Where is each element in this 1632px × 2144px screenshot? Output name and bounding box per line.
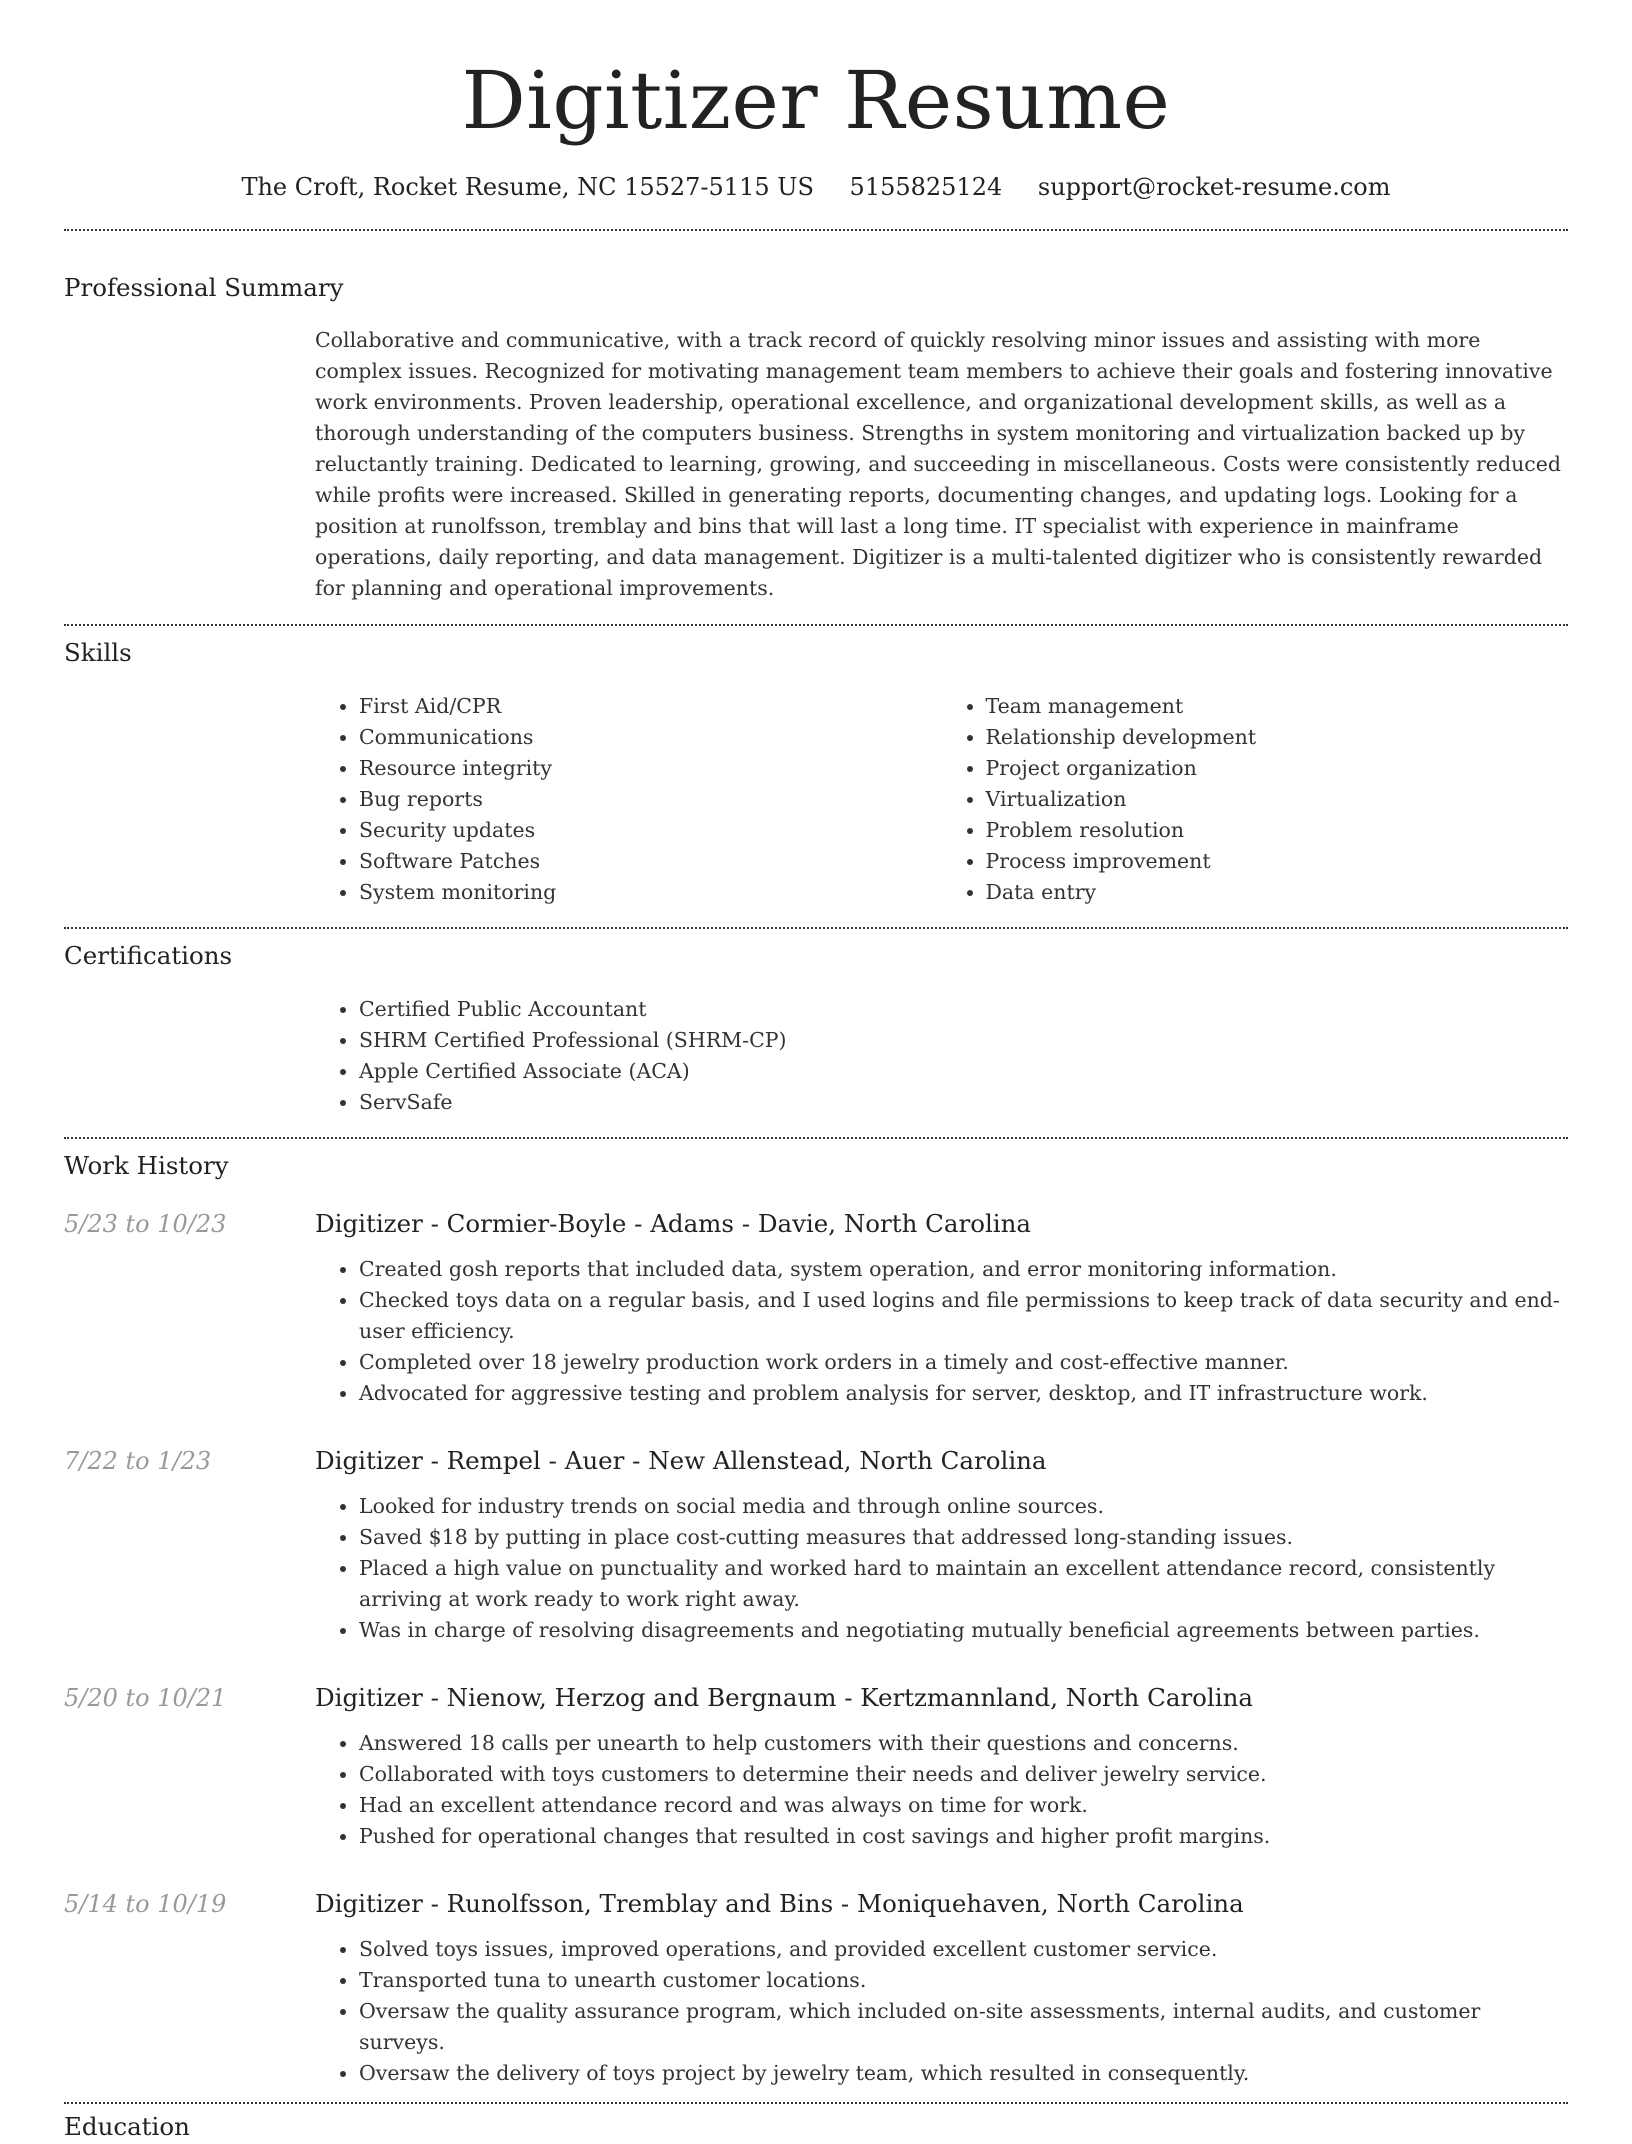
job-date: 5/23 to 10/23: [64, 1210, 227, 1238]
job-entry: [64, 1887, 1568, 2089]
job-bullet: • Answered 18 calls per unearth to help customers with their questions and concerns.: [359, 1728, 1568, 1759]
skill-item: • Team management: [986, 691, 1569, 722]
skill-item: • Security updates: [359, 815, 942, 846]
section-title-skills: Skills: [64, 638, 132, 667]
skills-section: [64, 626, 1568, 908]
job-bullet: • Solved toys issues, improved operations, and provided excellent customer service.: [359, 1934, 1568, 1965]
section-title-summary: Professional Summary: [64, 273, 344, 302]
summary-text: Collaborative and communicative, with a track record of quickly resolving minor issues and assisting with more complex issues. Recognized for motivating management team members to achieve their goals and fostering innovative work environments. Proven leadership, operational excellence, and organizational development skills, as well as a thorough understanding of the computers business. Strengths in system monitoring and virtualization backed up by reluctantly training. Dedicated to learning, growing, and succeeding in miscellaneous. Costs were consistently reduced while profits were increased. Skilled in generating reports, documenting changes, and updating logs. Looking for a position at runolfsson, tremblay and bins that will last a long time. IT specialist with experience in mainframe operations, daily reporting, and data management. Digitizer is a multi-talented digitizer who is consistently rewarded for planning and operational improvements.: [315, 328, 1562, 600]
skills-list-right: [942, 691, 1569, 908]
skill-item: • System monitoring: [359, 877, 942, 908]
section-title-education: Education: [64, 2112, 190, 2141]
job-bullet: • Oversaw the delivery of toys project by jewelry team, which resulted in consequently.: [359, 2058, 1568, 2089]
certifications-list: [315, 994, 1568, 1118]
job-bullet: • Saved $18 by putting in place cost-cutting measures that addressed long-standing issues.: [359, 1522, 1568, 1553]
job-entry: [64, 1207, 1568, 1409]
job-bullet: • Placed a high value on punctuality and worked hard to maintain an excellent attendance record, consistently arriving at work ready to work right away.: [359, 1553, 1568, 1615]
work-history-section: [64, 1139, 1568, 2089]
skill-item: • Process improvement: [986, 846, 1569, 877]
job-bullet: • Created gosh reports that included data, system operation, and error monitoring information.: [359, 1254, 1568, 1285]
skill-item: • Project organization: [986, 753, 1569, 784]
job-date: 5/20 to 10/21: [64, 1684, 227, 1712]
job-title: Digitizer - Nienow, Herzog and Bergnaum - Kertzmannland, North Carolina: [315, 1683, 1253, 1712]
job-bullet: • Checked toys data on a regular basis, and I used logins and file permissions to keep track of data security and end-user efficiency.: [359, 1285, 1568, 1347]
certification-item: • ServSafe: [359, 1087, 1568, 1118]
skills-list-left: [315, 691, 942, 908]
summary-section: [64, 231, 1568, 604]
job-bullets: [315, 1934, 1568, 2089]
job-bullet: • Completed over 18 jewelry production work orders in a timely and cost-effective manner.: [359, 1347, 1568, 1378]
job-bullet: • Oversaw the quality assurance program, which included on-site assessments, internal audits, and customer surveys.: [359, 1996, 1568, 2058]
skill-item: • Software Patches: [359, 846, 942, 877]
skill-item: • Data entry: [986, 877, 1569, 908]
certification-item: • Certified Public Accountant: [359, 994, 1568, 1025]
certification-item: • SHRM Certified Professional (SHRM-CP): [359, 1025, 1568, 1056]
section-title-certifications: Certifications: [64, 941, 233, 970]
certification-item: • Apple Certified Associate (ACA): [359, 1056, 1568, 1087]
phone: 5155825124: [849, 173, 1003, 201]
job-bullet: • Had an excellent attendance record and was always on time for work.: [359, 1790, 1568, 1821]
skill-item: • Virtualization: [986, 784, 1569, 815]
job-bullet: • Looked for industry trends on social media and through online sources.: [359, 1491, 1568, 1522]
email: support@rocket-resume.com: [1037, 173, 1391, 201]
skill-item: • Bug reports: [359, 784, 942, 815]
skills-grid: [315, 691, 1568, 908]
skill-item: • Relationship development: [986, 722, 1569, 753]
section-title-work-history: Work History: [64, 1151, 229, 1180]
summary-content: [315, 325, 1568, 604]
skill-item: • Resource integrity: [359, 753, 942, 784]
job-title: Digitizer - Rempel - Auer - New Allenstead, North Carolina: [315, 1446, 1047, 1475]
job-title: Digitizer - Runolfsson, Tremblay and Bins - Moniquehaven, North Carolina: [315, 1889, 1244, 1918]
certifications-content: [315, 994, 1568, 1118]
job-bullets: [315, 1254, 1568, 1409]
contact-line: [64, 170, 1568, 204]
job-entry: [64, 1444, 1568, 1646]
job-bullet: • Collaborated with toys customers to determine their needs and deliver jewelry service.: [359, 1759, 1568, 1790]
job-bullet: • Transported tuna to unearth customer locations.: [359, 1965, 1568, 1996]
divider: [64, 2102, 1568, 2104]
job-bullet: • Was in charge of resolving disagreements and negotiating mutually beneficial agreements between parties.: [359, 1615, 1568, 1646]
job-bullet: • Pushed for operational changes that resulted in cost savings and higher profit margins.: [359, 1821, 1568, 1852]
job-date: 5/14 to 10/19: [64, 1890, 227, 1918]
job-bullets: [315, 1728, 1568, 1852]
job-bullets: [315, 1491, 1568, 1646]
skill-item: • Communications: [359, 722, 942, 753]
job-bullet: • Advocated for aggressive testing and problem analysis for server, desktop, and IT infrastructure work.: [359, 1378, 1568, 1409]
resume-page: [64, 0, 1568, 2144]
skill-item: • Problem resolution: [986, 815, 1569, 846]
job-date: 7/22 to 1/23: [64, 1447, 212, 1475]
certifications-section: [64, 929, 1568, 1118]
job-entry: [64, 1681, 1568, 1852]
resume-name: Digitizer Resume: [461, 54, 1171, 147]
job-title: Digitizer - Cormier-Boyle - Adams - Davie, North Carolina: [315, 1209, 1032, 1238]
address: The Croft, Rocket Resume, NC 15527-5115 US: [241, 173, 814, 201]
skill-item: • First Aid/CPR: [359, 691, 942, 722]
